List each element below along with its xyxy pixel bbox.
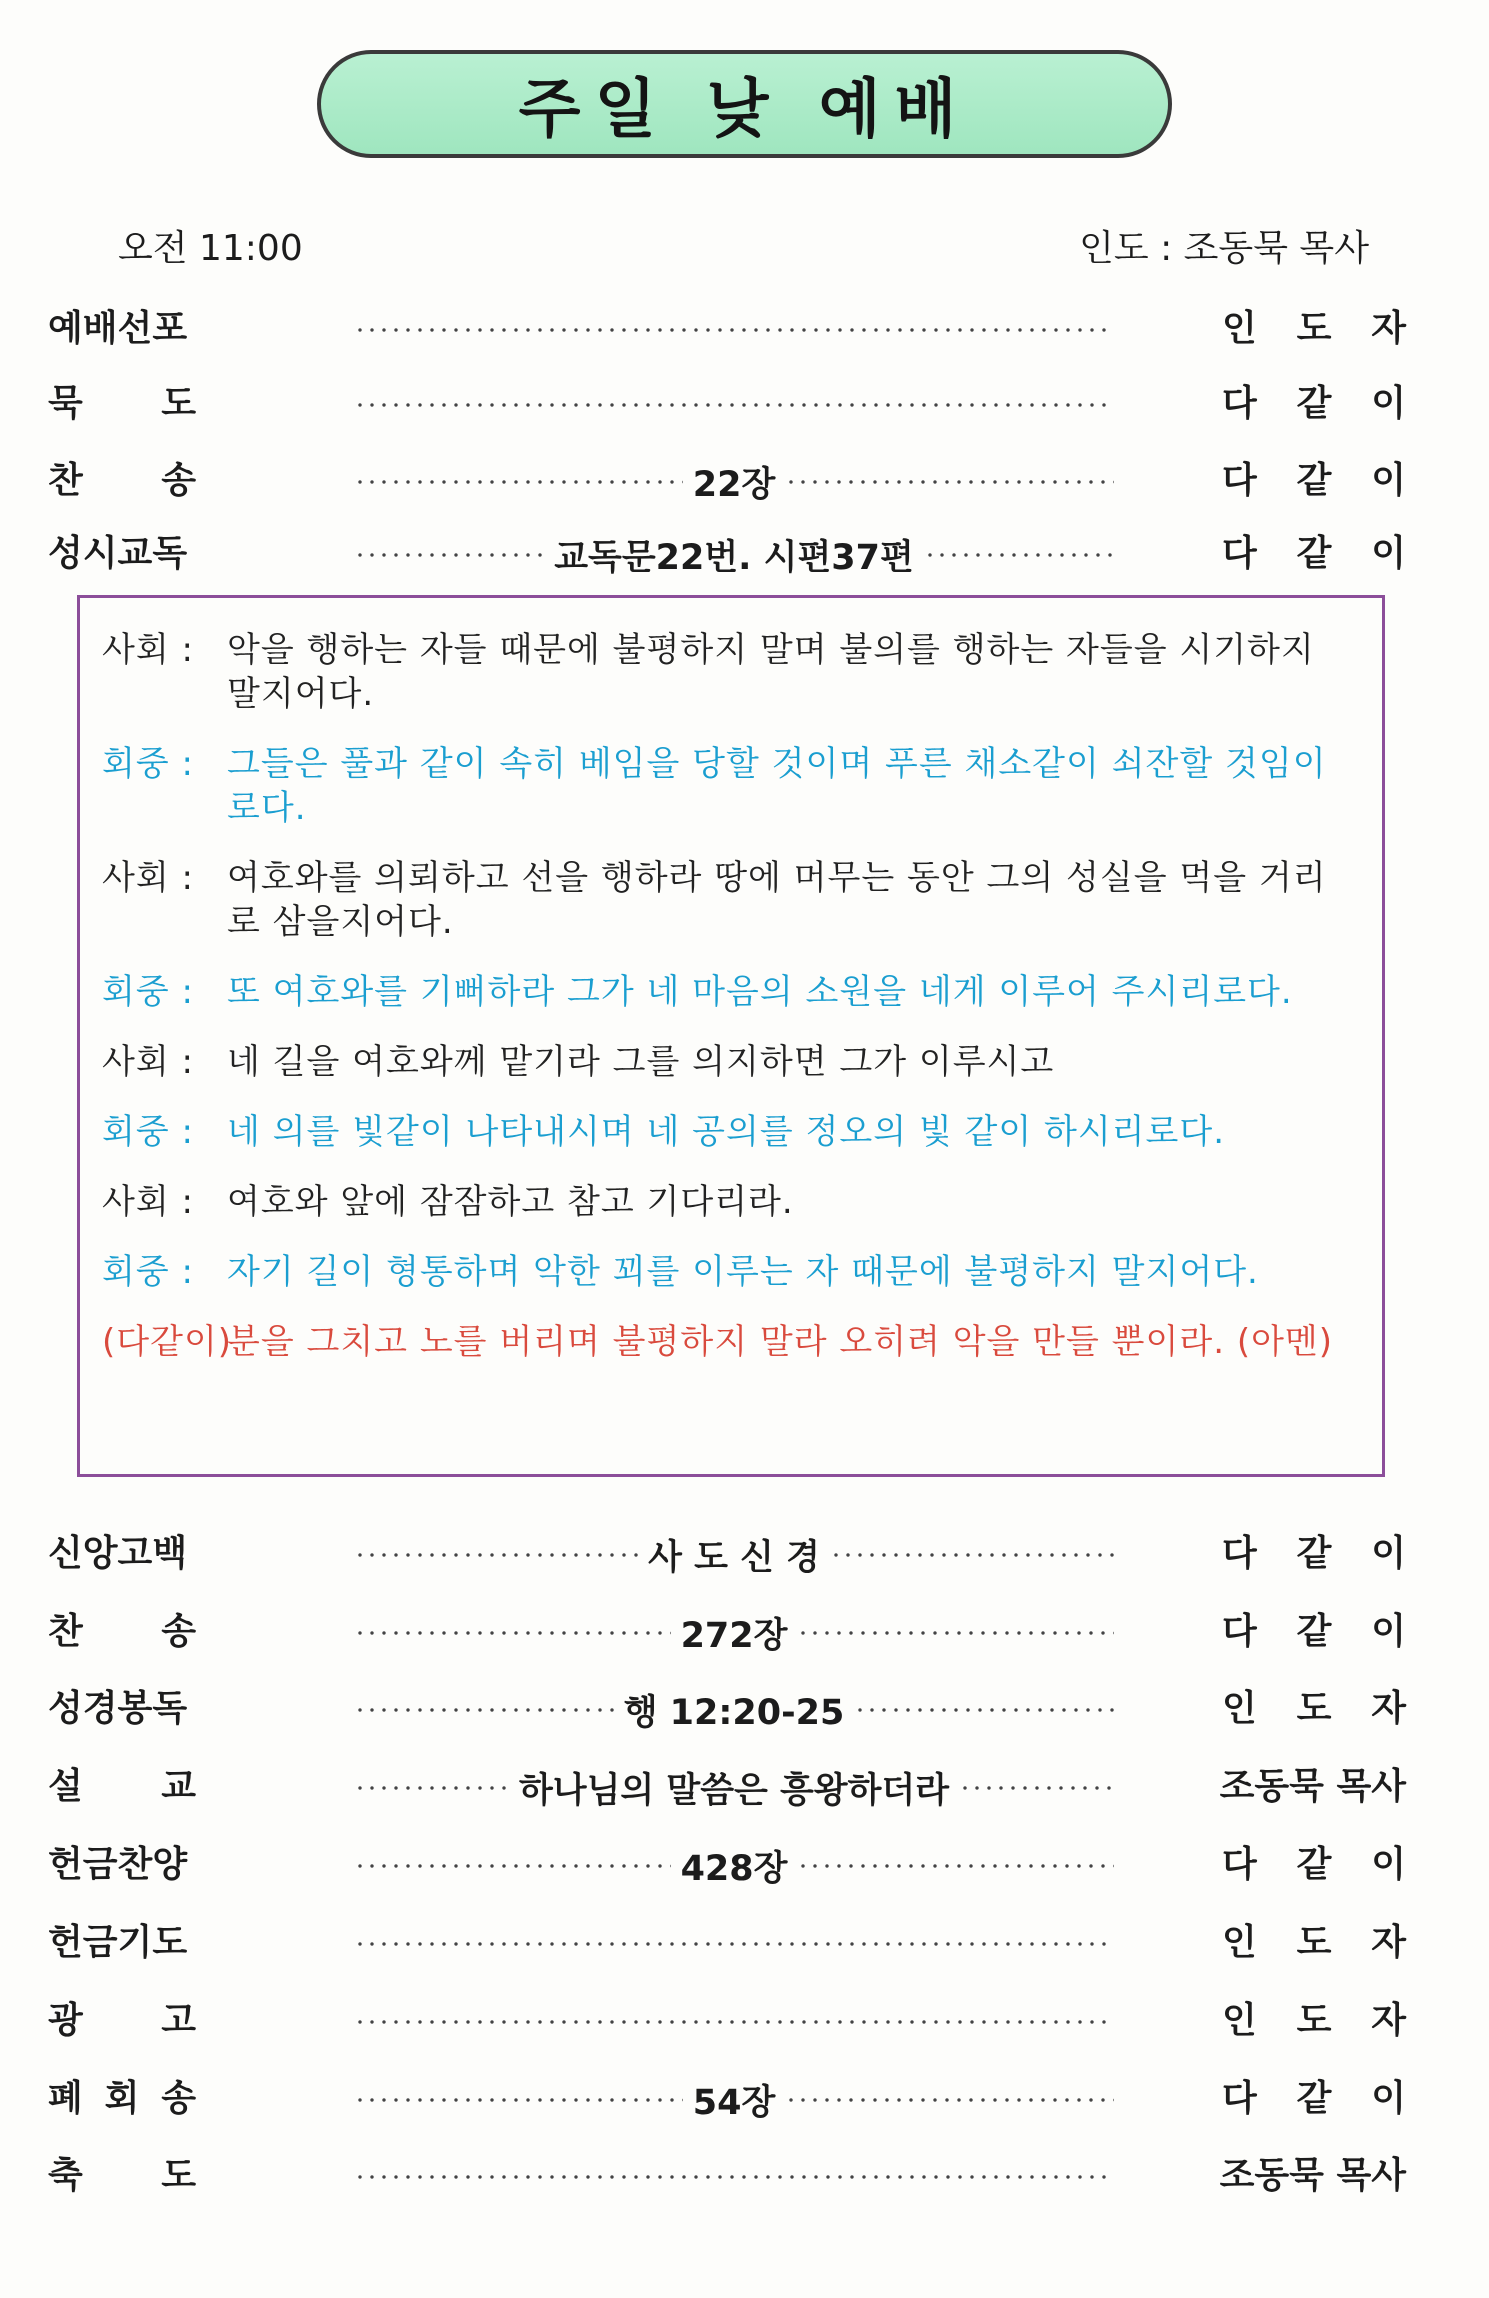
order-performer <box>1222 1836 1406 1887</box>
order-row <box>0 2070 1489 2130</box>
order-label-part: 교 <box>161 1766 196 1807</box>
reading-speaker: 회중 : <box>102 1112 194 1152</box>
order-performer <box>1222 300 1406 351</box>
order-label <box>48 1992 196 2043</box>
reading-line <box>102 1110 1360 1154</box>
reading-speaker: 사회 : <box>102 1042 194 1082</box>
reading-text: 네 의를 빛같이 나타내시며 네 공의를 정오의 빛 같이 하시리로다. <box>227 1112 1226 1152</box>
order-label: 성경봉독 <box>48 1688 188 1729</box>
order-row <box>0 1992 1489 2052</box>
dots <box>924 553 1114 557</box>
dot-leader <box>354 1609 1114 1657</box>
dot-leader <box>354 306 1114 354</box>
order-label-part: 폐 <box>48 2078 83 2119</box>
order-performer-part: 이 <box>1371 2078 1406 2119</box>
order-label <box>48 375 196 426</box>
order-label-part: 묵 <box>48 383 83 424</box>
order-label: 신앙고백 <box>48 1533 188 1574</box>
service-leader: 인도 : 조동묵 목사 <box>1079 228 1369 269</box>
order-performer-part: 자 <box>1371 1922 1406 1963</box>
order-content: 사 도 신 경 <box>648 1538 820 1578</box>
order-row <box>0 1603 1489 1663</box>
order-row <box>0 375 1489 435</box>
order-performer-part: 같 <box>1296 533 1332 574</box>
order-label-part: 회 <box>104 2078 140 2119</box>
order-performer-part: 도 <box>1296 2000 1332 2041</box>
reading-text: 악을 행하는 자들 때문에 불평하지 말며 불의를 행하는 자들을 시기하지 말지어다. <box>227 630 1315 714</box>
order-label-part: 축 <box>48 2155 83 2196</box>
order-performer <box>1222 1680 1406 1731</box>
reading-speaker: 사회 : <box>102 630 194 670</box>
order-label: 헌금찬양 <box>48 1844 188 1885</box>
reading-speaker: 회중 : <box>102 1252 194 1292</box>
order-performer-part: 도 <box>1296 308 1332 349</box>
dot-leader <box>354 1686 1114 1734</box>
order-performer-part: 같 <box>1296 1844 1332 1885</box>
order-performer-part: 같 <box>1296 1611 1332 1652</box>
order-label-part: 송 <box>161 2078 196 2119</box>
reading-line <box>102 1320 1360 1364</box>
reading-speaker: 사회 : <box>102 1182 194 1222</box>
order-performer-part: 인 <box>1222 2000 1257 2041</box>
order-content: 하나님의 말씀은 흥왕하더라 <box>518 1771 950 1811</box>
order-performer-part: 인 <box>1222 1688 1257 1729</box>
order-performer-part: 이 <box>1371 533 1406 574</box>
order-performer-part: 도 <box>1296 1922 1332 1963</box>
dots <box>354 1942 1114 1946</box>
order-row <box>0 300 1489 360</box>
order-performer-part: 자 <box>1371 308 1406 349</box>
reading-text: 그들은 풀과 같이 속히 베임을 당할 것이며 푸른 채소같이 쇠잔할 것임이로다. <box>227 744 1327 828</box>
order-performer-part: 같 <box>1296 460 1332 501</box>
dots <box>854 1708 1114 1712</box>
dot-leader <box>354 2153 1114 2201</box>
order-performer-part: 다 <box>1222 533 1257 574</box>
order-performer <box>1222 1992 1406 2043</box>
dots <box>785 480 1114 484</box>
order-performer <box>1222 1914 1406 1965</box>
order-label-part: 찬 <box>48 460 83 501</box>
order-content: 428장 <box>680 1849 788 1889</box>
order-label-part: 설 <box>48 1766 83 1807</box>
order-row <box>0 452 1489 512</box>
order-performer-part: 이 <box>1371 1844 1406 1885</box>
order-label-part: 찬 <box>48 1611 83 1652</box>
order-performer <box>1222 525 1406 576</box>
order-performer-part: 같 <box>1296 383 1332 424</box>
reading-text: 네 길을 여호와께 맡기라 그를 의지하면 그가 이루시고 <box>227 1042 1055 1082</box>
dot-leader <box>354 1531 1114 1579</box>
order-row <box>0 1525 1489 1585</box>
dots <box>830 1553 1114 1557</box>
order-performer-part: 같 <box>1296 1533 1332 1574</box>
order-performer-part: 다 <box>1222 1533 1257 1574</box>
reading-text: 여호와를 의뢰하고 선을 행하라 땅에 머무는 동안 그의 성실을 먹을 거리로 삼을지어다. <box>227 858 1327 942</box>
dots <box>354 328 1114 332</box>
dot-leader <box>354 531 1114 579</box>
order-content: 교독문22번. 시편37편 <box>554 538 914 578</box>
dots <box>354 553 544 557</box>
reading-line <box>102 856 1360 944</box>
order-performer-part: 이 <box>1371 460 1406 501</box>
dots <box>354 1708 614 1712</box>
order-performer-part: 다 <box>1222 1611 1257 1652</box>
service-time: 오전 11:00 <box>118 228 303 269</box>
order-label <box>48 2147 196 2198</box>
dot-leader <box>354 1842 1114 1890</box>
order-row <box>0 1836 1489 1896</box>
dot-leader <box>354 2076 1114 2124</box>
dots <box>797 1864 1114 1868</box>
dots <box>959 1786 1114 1790</box>
order-row <box>0 1758 1489 1818</box>
order-row <box>0 2147 1489 2207</box>
reading-speaker: 사회 : <box>102 858 194 898</box>
reading-line <box>102 1040 1360 1084</box>
order-content: 22장 <box>692 465 776 505</box>
dots <box>354 2175 1114 2179</box>
order-label-part: 도 <box>161 2155 196 2196</box>
order-row <box>0 525 1489 585</box>
dots <box>785 2098 1114 2102</box>
dots <box>354 1631 671 1635</box>
order-performer <box>1222 452 1406 503</box>
order-performer <box>1222 1525 1406 1576</box>
reading-line <box>102 1180 1360 1224</box>
order-performer: 조동묵 목사 <box>1219 2155 1406 2196</box>
page-title: 주일 낮 예배 <box>317 50 1172 158</box>
order-performer-part: 다 <box>1222 1844 1257 1885</box>
order-performer-part: 이 <box>1371 1533 1406 1574</box>
dot-leader <box>354 458 1114 506</box>
dot-leader <box>354 1998 1114 2046</box>
dots <box>354 2098 683 2102</box>
order-performer-part: 다 <box>1222 2078 1257 2119</box>
order-performer-part: 같 <box>1296 2078 1332 2119</box>
dots <box>354 1786 509 1790</box>
order-performer-part: 자 <box>1371 1688 1406 1729</box>
dot-leader <box>354 1920 1114 1968</box>
order-label-part: 광 <box>48 2000 83 2041</box>
order-performer-part: 이 <box>1371 383 1406 424</box>
dot-leader <box>354 381 1114 429</box>
order-label <box>48 1758 196 1809</box>
order-label <box>48 452 196 503</box>
order-content: 행 12:20-25 <box>623 1693 845 1733</box>
order-label: 성시교독 <box>48 533 188 574</box>
order-label-part: 고 <box>161 2000 196 2041</box>
reading-speaker: 회중 : <box>102 744 194 784</box>
order-performer-part: 인 <box>1222 1922 1257 1963</box>
dots <box>354 2020 1114 2024</box>
order-content: 54장 <box>692 2083 776 2123</box>
order-performer-part: 다 <box>1222 460 1257 501</box>
order-label: 헌금기도 <box>48 1922 188 1963</box>
reading-text: 자기 길이 형통하며 악한 꾀를 이루는 자 때문에 불평하지 말지어다. <box>227 1252 1259 1292</box>
reading-line <box>102 970 1360 1014</box>
reading-text: 여호와 앞에 잠잠하고 참고 기다리라. <box>227 1182 794 1222</box>
reading-speaker: 회중 : <box>102 972 194 1012</box>
order-performer-part: 자 <box>1371 2000 1406 2041</box>
order-row <box>0 1680 1489 1740</box>
order-performer-part: 다 <box>1222 383 1257 424</box>
order-row <box>0 1914 1489 1974</box>
order-performer-part: 도 <box>1296 1688 1332 1729</box>
dots <box>354 1864 671 1868</box>
dots <box>354 480 683 484</box>
reading-line <box>102 1250 1360 1294</box>
order-performer <box>1222 1603 1406 1654</box>
dots <box>354 403 1114 407</box>
responsive-reading-box <box>77 595 1385 1477</box>
order-performer-part: 이 <box>1371 1611 1406 1652</box>
reading-speaker: (다같이) <box>102 1322 233 1362</box>
dot-leader <box>354 1764 1114 1812</box>
order-performer <box>1222 375 1406 426</box>
order-label <box>48 1603 196 1654</box>
reading-text: 또 여호와를 기뻐하라 그가 네 마음의 소원을 네게 이루어 주시리로다. <box>227 972 1293 1012</box>
order-label-part: 도 <box>161 383 196 424</box>
reading-line <box>102 628 1360 716</box>
order-performer-part: 인 <box>1222 308 1257 349</box>
order-label: 예배선포 <box>48 308 188 349</box>
order-performer: 조동묵 목사 <box>1219 1766 1406 1807</box>
title-banner <box>0 50 1489 158</box>
dots <box>797 1631 1114 1635</box>
reading-line <box>102 742 1360 830</box>
order-content: 272장 <box>680 1616 788 1656</box>
order-label <box>48 2070 196 2121</box>
order-performer <box>1222 2070 1406 2121</box>
order-label-part: 송 <box>161 460 196 501</box>
reading-text: 분을 그치고 노를 버리며 불평하지 말라 오히려 악을 만들 뿐이라. (아멘) <box>227 1322 1334 1362</box>
order-label-part: 송 <box>161 1611 196 1652</box>
dots <box>354 1553 638 1557</box>
